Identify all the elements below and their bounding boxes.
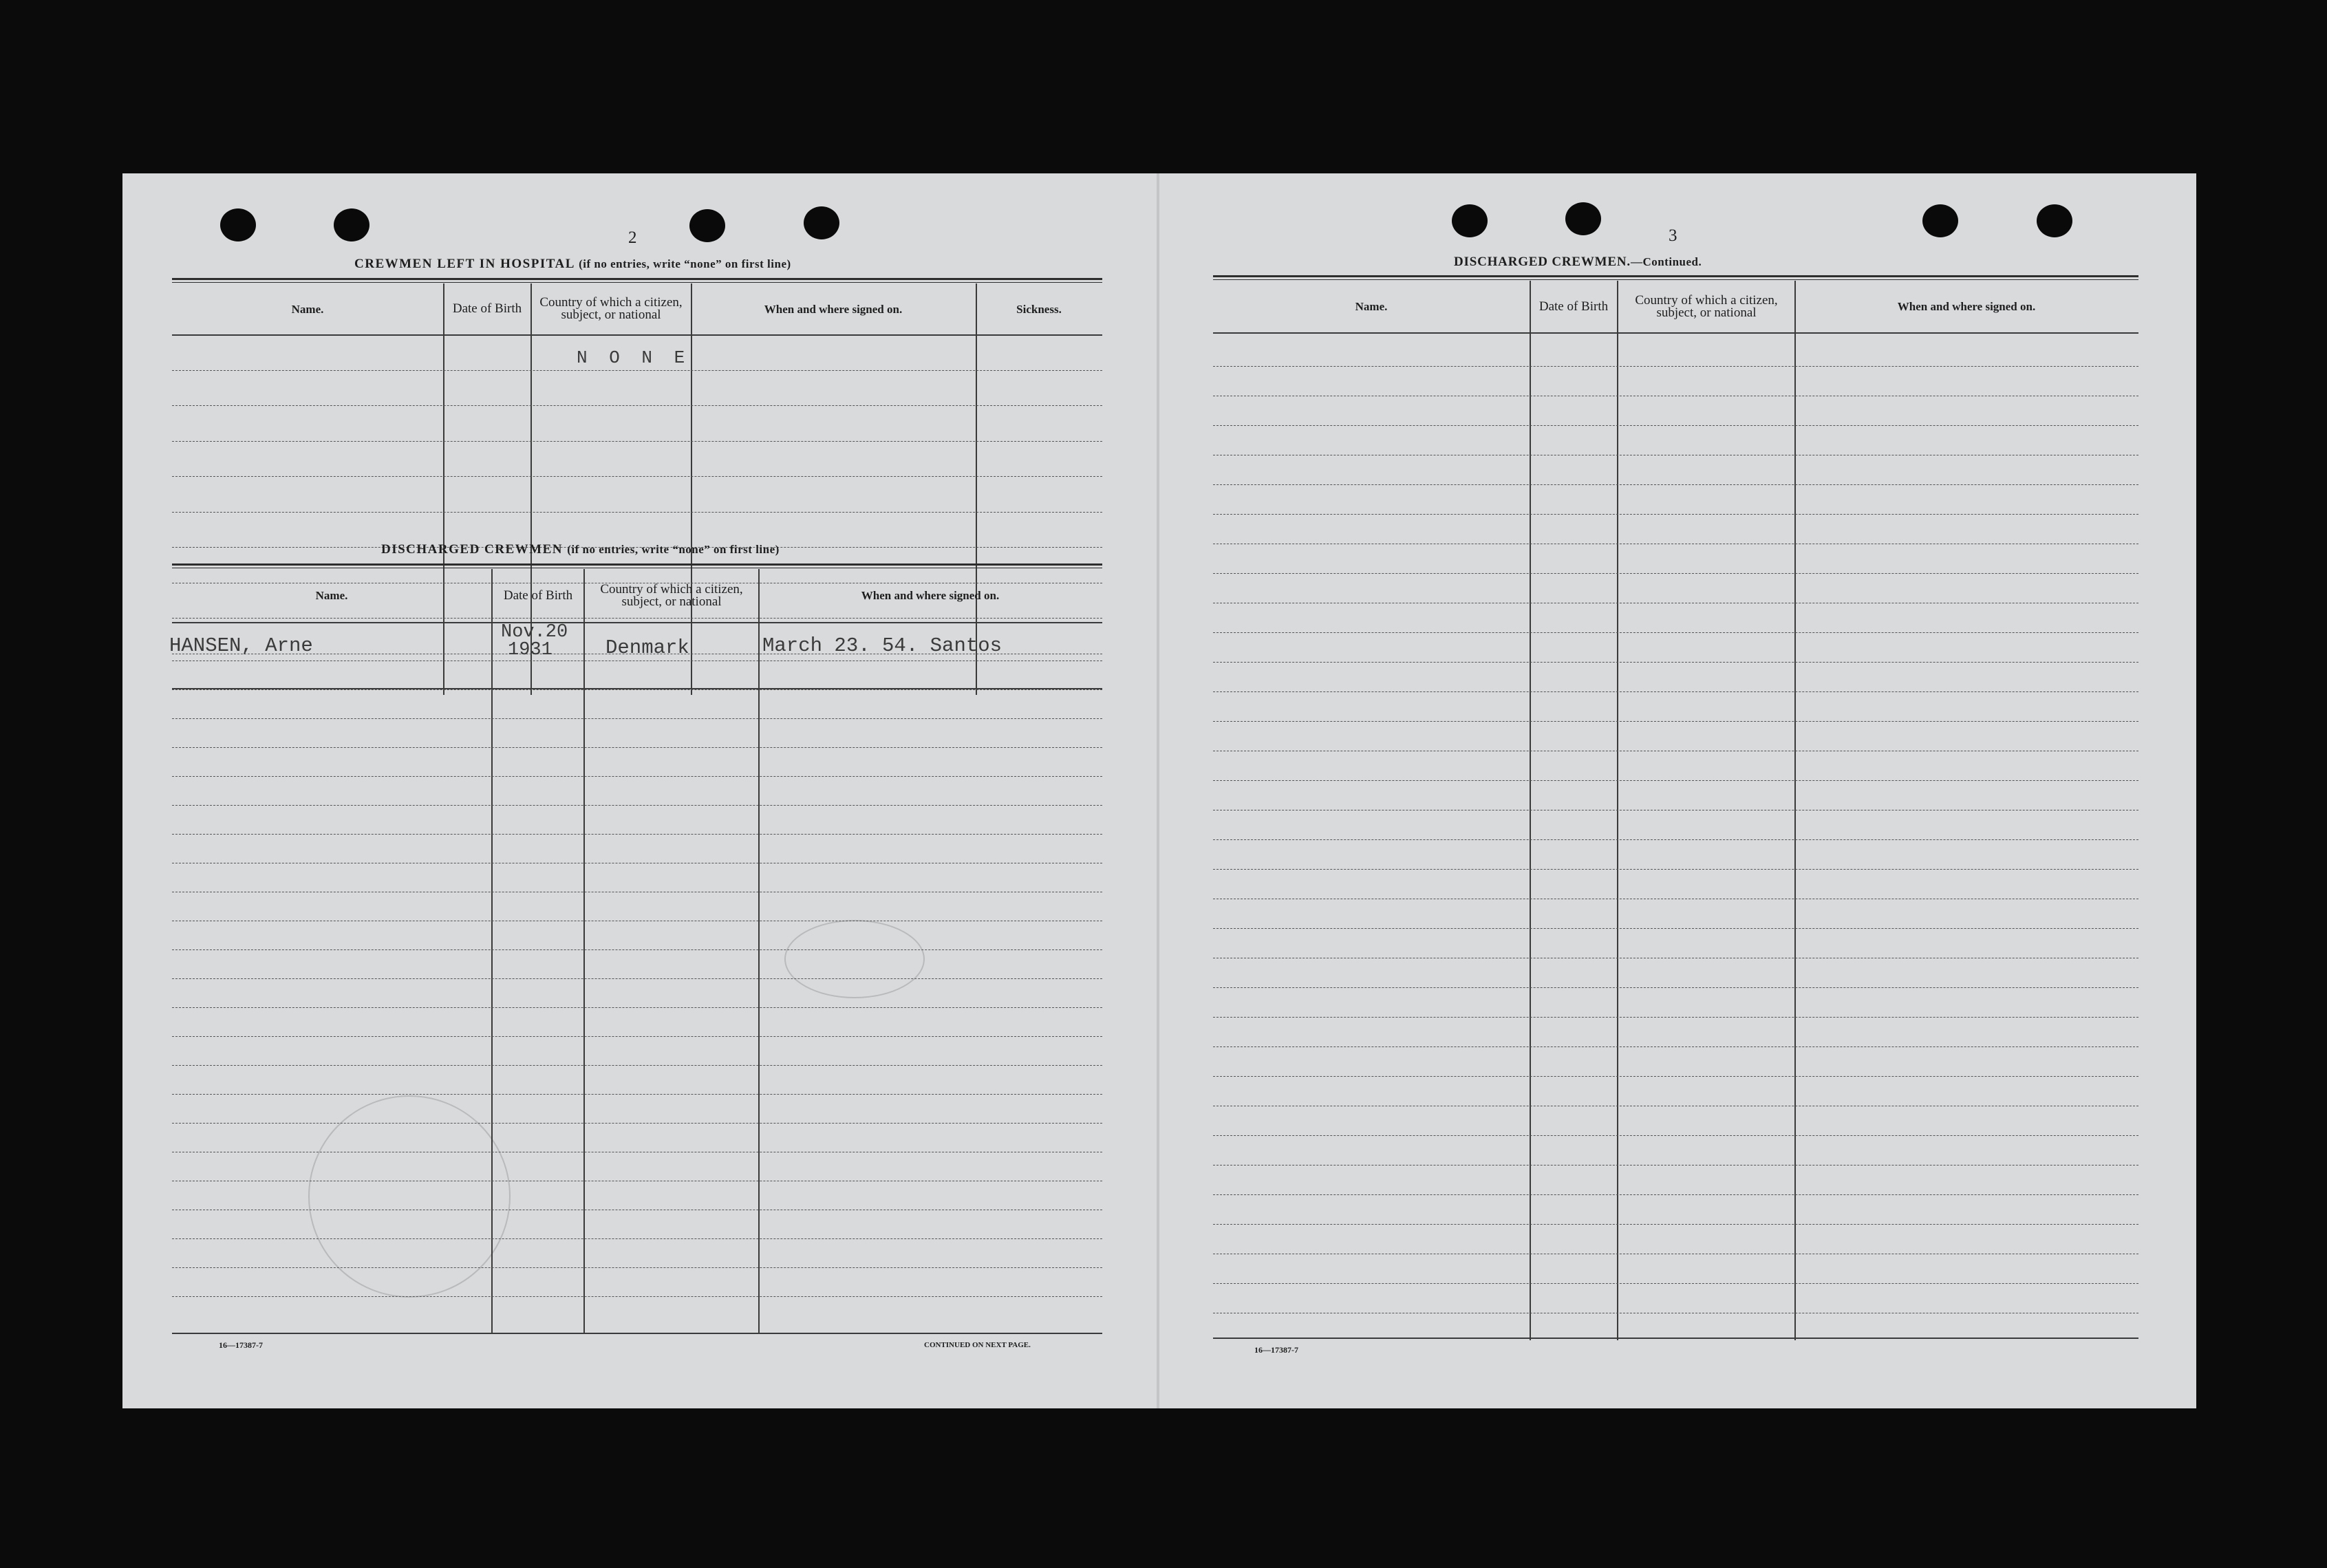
punch-hole — [804, 206, 839, 239]
discharged-header-bottom — [172, 622, 1102, 623]
ruled-line — [1213, 721, 2138, 722]
page3-header-signed-on: When and where signed on. — [1897, 300, 2036, 313]
ruled-line — [172, 370, 1102, 371]
ruled-line — [172, 476, 1102, 477]
ruled-line — [172, 1007, 1102, 1008]
page-number-2: 2 — [628, 228, 637, 247]
ruled-line — [1213, 1076, 2138, 1077]
ruled-line — [1213, 632, 2138, 633]
page3-header-name: Name. — [1355, 300, 1388, 313]
ruled-line — [172, 776, 1102, 777]
form-document — [122, 173, 2196, 1408]
ruled-line — [172, 512, 1102, 513]
ruled-line — [1213, 1046, 2138, 1047]
ruled-line — [1213, 839, 2138, 840]
hospital-col-divider — [976, 283, 977, 695]
ruled-line — [1213, 573, 2138, 574]
punch-hole — [1922, 204, 1958, 237]
discharged-header-name: Name. — [315, 589, 348, 602]
punch-hole — [2037, 204, 2072, 237]
hospital-col-divider — [443, 283, 444, 695]
discharged-header-dob: Date of Birth — [503, 588, 573, 603]
hospital-col-divider — [691, 283, 692, 695]
ruled-line — [1213, 869, 2138, 870]
hospital-section-title — [354, 257, 791, 272]
crewman-dob-line1: Nov.20 — [501, 622, 568, 643]
discharged-title-text: DISCHARGED CREWMEN — [381, 542, 563, 557]
ruled-line — [172, 1238, 1102, 1239]
ruled-line — [1213, 691, 2138, 692]
discharged-header-signed-on: When and where signed on. — [861, 589, 1000, 602]
ruled-line — [172, 689, 1102, 690]
page3-section-title — [1454, 255, 1702, 270]
hospital-header-signed-on: When and where signed on. — [764, 302, 903, 316]
hospital-header-country: Country of which a citizen, subject, or national — [539, 295, 683, 322]
ruled-line — [172, 1065, 1102, 1066]
page3-col-divider — [1794, 281, 1796, 1340]
ruled-line — [172, 1296, 1102, 1297]
discharged-col-divider — [491, 569, 493, 1333]
discharged-col-divider — [758, 569, 760, 1333]
page-number-3: 3 — [1669, 226, 1677, 245]
hospital-title-text: CREWMEN LEFT IN HOSPITAL — [354, 257, 575, 271]
hospital-header-sickness: Sickness. — [1016, 302, 1062, 316]
page3-col-divider — [1530, 281, 1531, 1340]
crewman-name-cell: HANSEN, Arne — [169, 634, 313, 657]
ruled-line — [1213, 1135, 2138, 1136]
ruled-line — [172, 834, 1102, 835]
ruled-line — [1213, 1165, 2138, 1166]
ruled-line — [172, 1036, 1102, 1037]
ruled-line — [172, 978, 1102, 979]
punch-hole — [334, 208, 369, 241]
discharged-instruction: (if no entries, write “none” on first line) — [567, 543, 780, 556]
page3-bottom-rule — [1213, 1338, 2138, 1339]
page3-header-country: Country of which a citizen, subject, or national — [1635, 292, 1778, 320]
ruled-line — [172, 805, 1102, 806]
hospital-instruction: (if no entries, write “none” on first line) — [579, 257, 791, 270]
page3-title-text: DISCHARGED CREWMEN. — [1454, 255, 1631, 269]
continued-note: CONTINUED ON NEXT PAGE. — [924, 1341, 1031, 1349]
discharged-header-country: Country of which a citizen, subject, or national — [600, 581, 743, 609]
page3-header-bottom — [1213, 332, 2138, 334]
ruled-line — [1213, 1194, 2138, 1195]
ruled-line — [1213, 1017, 2138, 1018]
ruled-line — [1213, 1224, 2138, 1225]
ruled-line — [1213, 662, 2138, 663]
page3-header-dob: Date of Birth — [1538, 299, 1609, 314]
form-number-right: 16—17387-7 — [1254, 1345, 1298, 1355]
ruled-line — [1213, 366, 2138, 367]
faint-stamp — [784, 920, 925, 998]
ruled-line — [172, 949, 1102, 950]
crewman-country-cell: Denmark — [605, 636, 689, 659]
crewman-signed-on-cell: March 23. 54. Santos — [762, 634, 1002, 657]
punch-hole — [1452, 204, 1488, 237]
form-number-left: 16—17387-7 — [219, 1340, 263, 1350]
punch-hole — [220, 208, 256, 241]
hospital-header-name: Name. — [291, 302, 324, 316]
page3-top-rule — [1213, 275, 2138, 280]
punch-hole — [689, 209, 725, 242]
hospital-header-dob: Date of Birth — [452, 301, 522, 316]
page3-col-divider — [1617, 281, 1618, 1340]
ruled-line — [172, 1267, 1102, 1268]
discharged-bottom-rule — [172, 1333, 1102, 1334]
ruled-line — [172, 747, 1102, 748]
page-fold — [1157, 173, 1159, 1408]
hospital-none-entry: N O N E — [577, 347, 691, 368]
discharged-col-divider — [583, 569, 585, 1333]
hospital-header-bottom — [172, 334, 1102, 336]
ruled-line — [172, 1094, 1102, 1095]
ruled-line — [1213, 780, 2138, 781]
ruled-line — [1213, 514, 2138, 515]
hospital-top-rule — [172, 278, 1102, 283]
ruled-line — [1213, 928, 2138, 929]
ruled-line — [172, 718, 1102, 719]
ruled-line — [172, 405, 1102, 406]
ruled-line — [1213, 987, 2138, 988]
page3-title-suffix: —Continued. — [1630, 255, 1702, 268]
ruled-line — [1213, 425, 2138, 426]
ruled-line — [1213, 1283, 2138, 1284]
crewman-dob-line2: 1931 — [508, 640, 553, 661]
discharged-top-rule — [172, 563, 1102, 568]
ruled-line — [172, 441, 1102, 442]
discharged-section-title — [381, 542, 780, 557]
ruled-line — [172, 1123, 1102, 1124]
punch-hole — [1565, 202, 1601, 235]
ruled-line — [1213, 484, 2138, 485]
